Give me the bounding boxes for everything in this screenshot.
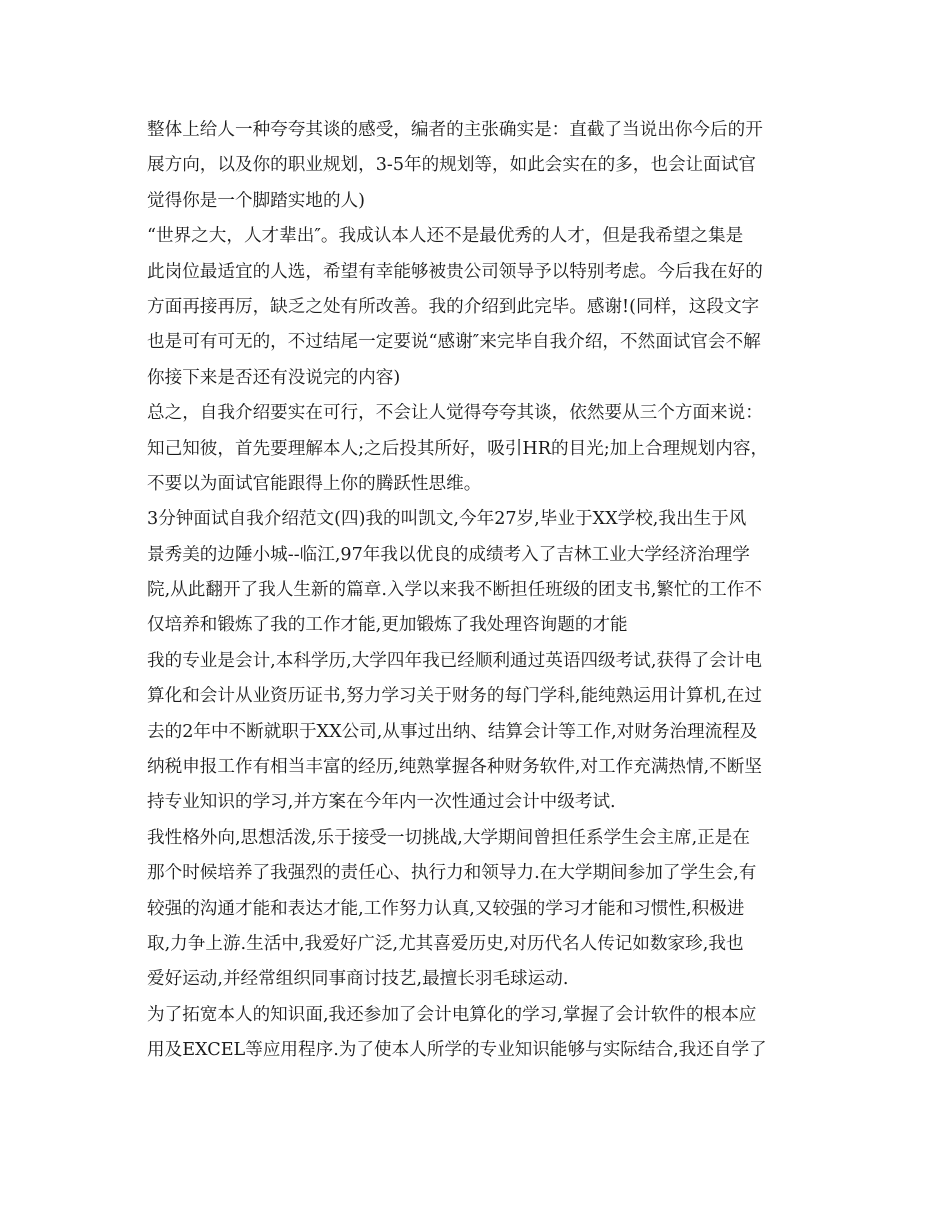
text-line: 你接下来是否还有没说完的内容) [147, 367, 401, 388]
text-line: 也是可有可无的，不过结尾一定要说“感谢″来完毕自我介绍，不然面试官会不解 [147, 332, 761, 353]
text-line: 取,力争上游.生活中,我爱好广泛,尤其喜爱历史,对历代名人传记如数家珍,我也 [147, 933, 744, 954]
text-line: 较强的沟通才能和表达才能,工作努力认真,又较强的学习才能和习惯性,积极进 [147, 898, 745, 919]
text-line: 算化和会计从业资历证书,努力学习关于财务的每门学科,能纯熟运用计算机,在过 [147, 686, 762, 707]
text-line: 景秀美的边陲小城--临江,97年我以优良的成绩考入了吉林工业大学经济治理学 [147, 544, 750, 565]
text-line: 纳税申报工作有相当丰富的经历,纯熟掌握各种财务软件,对工作充满热情,不断坚 [147, 757, 762, 778]
text-line: 展方向，以及你的职业规划，3-5年的规划等，如此会实在的多，也会让面试官 [147, 155, 756, 176]
text-line: 方面再接再厉，缺乏之处有所改善。我的介绍到此完毕。感谢!(同样，这段文字 [147, 296, 760, 317]
text-line: 持专业知识的学习,并方案在今年内一次性通过会计中级考试. [147, 792, 616, 813]
text-line: 去的2年中不断就职于XX公司,从事过出纳、结算会计等工作,对财务治理流程及 [147, 721, 758, 742]
text-line: 院,从此翻开了我人生新的篇章.入学以来我不断担任班级的团支书,繁忙的工作不 [147, 580, 762, 601]
text-line: 那个时候培养了我强烈的责任心、执行力和领导力.在大学期间参加了学生会,有 [147, 863, 757, 884]
text-line: 不要以为面试官能跟得上你的腾跃性思维。 [147, 473, 482, 494]
text-line: 知己知彼，首先要理解本人;之后投其所好，吸引HR的目光;加上合理规划内容， [147, 438, 769, 459]
text-line: 整体上给人一种夸夸其谈的感受，编者的主张确实是：直截了当说出你今后的开 [147, 120, 763, 140]
text-line: 我的专业是会计,本科学历,大学四年我已经顺利通过英语四级考试,获得了会计电 [147, 650, 762, 671]
text-line: 总之，自我介绍要实在可行，不会让人觉得夸夸其谈，依然要从三个方面来说： [147, 403, 763, 424]
text-line: 我性格外向,思想活泼,乐于接受一切挑战,大学期间曾担任系学生会主席,正是在 [147, 827, 750, 848]
text-line: 用及EXCEL等应用程序.为了使本人所学的专业知识能够与实际结合,我还自学了 [147, 1040, 767, 1061]
text-line: 3分钟面试自我介绍范文(四)我的叫凯文,今年27岁,毕业于XX学校,我出生于风 [147, 509, 747, 530]
text-line: 为了拓宽本人的知识面,我还参加了会计电算化的学习,掌握了会计软件的根本应 [147, 1004, 757, 1025]
text-line: “世界之大，人才辈出″。我成认本人还不是最优秀的人才，但是我希望之集是 [147, 226, 744, 247]
document-body [147, 113, 815, 1069]
text-line: 觉得你是一个脚踏实地的人) [147, 190, 365, 211]
text-line: 此岗位最适宜的人选，希望有幸能够被贵公司领导予以特别考虑。今后我在好的 [147, 261, 763, 282]
text-line: 仅培养和锻炼了我的工作才能,更加锻炼了我处理咨询题的才能 [147, 615, 628, 636]
text-line: 爱好运动,并经常组织同事商讨技艺,最擅长羽毛球运动. [147, 969, 569, 990]
